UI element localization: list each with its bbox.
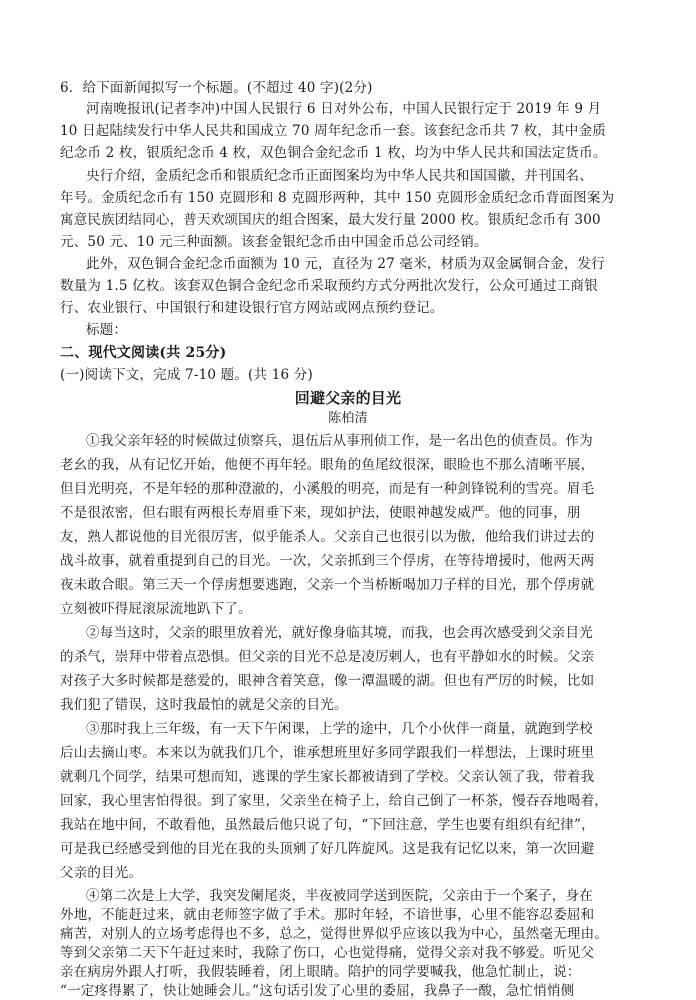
article-title: 回避父亲的目光	[294, 389, 402, 407]
article-line: 我站在地中间，不敢看他，虽然最后他只说了句，“下回注意，学生也要有组织有纪律”，	[60, 817, 595, 833]
news-line: 央行介绍，金质纪念币和银质纪念币正面图案均为中华人民共和国国徽，并刊国名、	[86, 168, 593, 184]
title-answer-label: 标题：	[86, 322, 128, 338]
article-line: 老幺的我，从有记忆开始，他便不再年轻。眼角的鱼尾纹很深，眼睑也不那么清晰平展，	[60, 457, 595, 473]
article-line: 战斗故事，就着重提到自己的目光。一次，父亲抓到三个俘虏，在等待增援时，他两天两	[60, 553, 595, 569]
article-line: 外地，不能赶过来，就由老师签字做了手术。那时年轻，不谙世事，心里不能容忍委屈和	[60, 907, 595, 923]
section-subheading: (一)阅读下文，完成 7-10 题。(共 16 分)	[60, 367, 313, 383]
article-line: ①我父亲年轻的时候做过侦察兵，退伍后从事刑侦工作，是一名出色的侦查员。作为	[86, 433, 593, 449]
news-line: 年号。金质纪念币有 150 克圆形和 8 克圆形两种，其中 150 克圆形金质纪念币背面图案为	[60, 190, 615, 206]
news-line: 纪念币 2 枚，银质纪念币 4 枚，双色铜合金纪念币 1 枚，均为中华人民共和国法定货币。	[60, 145, 607, 161]
news-line: 此外，双色铜合金纪念币面额为 10 元，直径为 27 毫米，材质为双金属铜合金，发行	[86, 256, 605, 272]
section-heading: 二、现代文阅读(共 25分)	[60, 345, 227, 361]
article-line: 的杀气，崇拜中带着点恐惧。但父亲的目光不总是凌厉剌人，也有平静如水的时候。父亲	[60, 649, 595, 665]
article-line: 等到父亲第二天下午赶过来时，我除了伤口，心也觉得痛，觉得父亲对我不够爱。听见父	[60, 945, 595, 961]
article-line: 可是我已经感受到他的目光在我的头顶剜了好几阵旋风。这是我有记忆以来，第一次回避	[60, 841, 595, 857]
news-line: 行、农业银行、中国银行和建设银行官方网站或网点预约登记。	[60, 300, 444, 316]
article-line: ③那时我上三年级，有一天下午闲课，上学的途中，几个小伙伴一商量，就跑到学校	[86, 721, 593, 737]
article-line: “一定疼得累了，快让她睡会儿。”这句话引发了心里的委屈，我鼻子一酸，急忙悄悄侧	[60, 983, 575, 999]
news-line: 元、50 元、10 元三种面额。该套金银纪念币由中国金币总公司经销。	[60, 234, 488, 250]
article-line: 就剩几个同学，结果可想而知，逃课的学生家长都被请到了学校。父亲认领了我，带着我	[60, 769, 595, 785]
article-line: 亲在病房外跟人打听，我假装睡着，闭上眼睛。陪护的同学要喊我，他急忙制止，说：	[60, 964, 581, 980]
news-line: 寓意民族团结同心，普天欢颂国庆的组合图案，最大发行量 2000 枚。银质纪念币有 300	[60, 212, 601, 228]
news-line: 河南晚报讯(记者李冲)中国人民银行 6 日对外公布，中国人民银行定于 2019 年 9 月	[86, 101, 602, 117]
article-line: 对孩子大多时候都是慈爱的，眼神含着笑意，像一潭温暖的湖。但也有严厉的时候，比如	[60, 673, 595, 689]
article-line: 我们犯了错误，这时我最怕的就是父亲的目光。	[60, 697, 348, 713]
article-line: 父亲的目光。	[60, 865, 143, 881]
article-line: 但目光明亮，不是年轻的那种澄澈的，小溪般的明亮，而是有一种剑锋锐利的雪亮。眉毛	[60, 481, 595, 497]
article-line: 后山去摘山枣。本来以为就我们几个，谁承想班里好多同学跟我们一样想法，上课时班里	[60, 745, 595, 761]
news-line: 数量为 1.5 亿枚。该套双色铜合金纪念币采取预约方式分两批次发行，公众可通过工商银	[60, 278, 598, 294]
article-line: 立刻被吓得屁滚尿流地趴下了。	[60, 601, 252, 617]
article-line: 痛苦，对别人的立场考虑得也不多，总之，觉得世界似乎应该以我为中心，虽然毫无理由。	[60, 926, 608, 942]
question-6-prompt: 6．给下面新闻拟写一个标题。(不超过 40 字)(2分)	[60, 80, 373, 96]
article-line: 夜未敢合眼。第三天一个俘虏想要逃跑，父亲一个当桥断喝加刀子样的目光，那个俘虏就	[60, 577, 595, 593]
news-line: 10 日起陆续发行中华人民共和国成立 70 周年纪念币一套。该套纪念币共 7 枚，其中金质	[60, 123, 606, 139]
article-line: ②每当这时，父亲的眼里放着光，就好像身临其境，而我，也会再次感受到父亲目光	[86, 625, 593, 641]
article-author: 陈柏清	[328, 411, 368, 426]
article-line: 不是很浓密，但右眼有两根长寿眉垂下来，现如护法，使眼神越发威严。他的同事，朋	[60, 505, 581, 521]
article-line: 回家，我心里害怕得很。到了家里，父亲坐在椅子上，给自己倒了一杯茶，慢吞吞地喝着，	[60, 793, 608, 809]
article-line: ④第二次是上大学，我突发阑尾炎，半夜被同学送到医院，父亲由于一个案子，身在	[86, 888, 593, 904]
article-line: 友，熟人都说他的目光很厉害，似乎能杀人。父亲自己也很引以为傲，他给我们讲过去的	[60, 529, 595, 545]
